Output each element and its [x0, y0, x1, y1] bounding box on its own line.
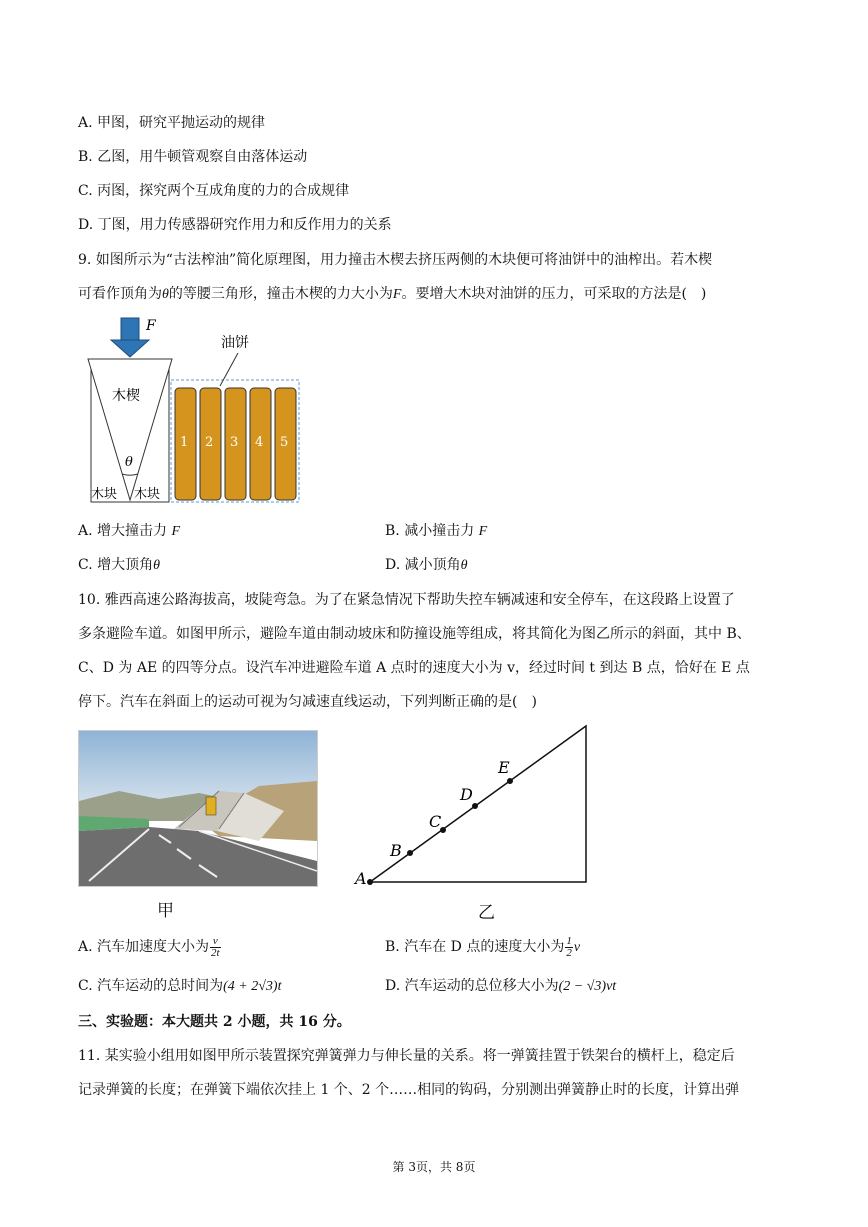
q9-option-b: B. 减小撞击力 F: [385, 523, 488, 539]
q9-option-d: D. 减小顶角θ: [385, 557, 468, 573]
block-right-label: 木块: [134, 487, 161, 502]
wedge-label: 木楔: [112, 388, 140, 404]
incline-diagram: [350, 720, 595, 890]
q10-option-d: D. 汽车运动的总位移大小为(2 − √3)vt: [385, 978, 617, 994]
q8-option-a: A. 甲图，研究平抛运动的规律: [78, 115, 266, 131]
q8-option-b: B. 乙图，用牛顿管观察自由落体运动: [78, 149, 308, 165]
point-d-label: D: [460, 785, 473, 804]
q10-stem-line2: 多条避险车道。如图甲所示，避险车道由制动坡床和防撞设施等组成，将其简化为图乙所示的斜面，其中 B、: [78, 626, 751, 642]
point-a-label: A: [355, 869, 367, 888]
escape-ramp-photo: [78, 730, 318, 887]
q9-oil-press-figure: [78, 314, 310, 510]
point-c-label: C: [429, 812, 442, 831]
oil-cake-label: 油饼: [221, 335, 249, 351]
q10-option-b: B. 汽车在 D 点的速度大小为 $\frac{1}{2}$ v: [385, 934, 581, 959]
section-3-heading: 三、实验题：本大题共 2 小题，共 16 分。: [78, 1014, 351, 1030]
q8-option-d: D. 丁图，用力传感器研究作用力和反作用力的关系: [78, 217, 392, 233]
q9-option-c: C. 增大顶角θ: [78, 557, 161, 573]
cake-5-label: 5: [280, 435, 289, 450]
q9-stem-line1: 9. 如图所示为“古法榨油”简化原理图，用力撞击木楔去挤压两侧的木块便可将油饼中的油榨出。若木楔: [78, 252, 713, 268]
q9-stem-line2: 可看作顶角为θ的等腰三角形，撞击木楔的力大小为F。要增大木块对油饼的压力，可采取的方法是( ): [78, 286, 707, 302]
q10-option-c: C. 汽车运动的总时间为(4 + 2√3)t: [78, 978, 282, 994]
q10-stem-line1: 10. 雅西高速公路海拔高，坡陡弯急。为了在紧急情况下帮助失控车辆减速和安全停车，在这段路上设置了: [78, 592, 735, 608]
fig-a-caption: 甲: [157, 901, 174, 921]
oil-cakes: [175, 388, 296, 500]
fig-b-caption: 乙: [478, 903, 495, 923]
block-left-label: 木块: [91, 487, 118, 502]
q9-option-a: A. 增大撞击力 F: [78, 523, 181, 539]
point-e-label: E: [498, 758, 510, 777]
cake-3-label: 3: [230, 435, 239, 450]
q10-stem-line3: C、D 为 AE 的四等分点。设汽车冲进避险车道 A 点时的速度大小为 v，经过时间 t 到达 B 点，恰好在 E 点: [78, 660, 750, 676]
force-label: F: [146, 318, 156, 334]
force-arrow-icon: [111, 318, 149, 357]
q8-option-c: C. 丙图，探究两个互成角度的力的合成规律: [78, 183, 350, 199]
page-footer: 第 3页，共 8页: [392, 1160, 476, 1174]
q11-stem-line1: 11. 某实验小组用如图甲所示装置探究弹簧弹力与伸长量的关系。将一弹簧挂置于铁架台的横杆上，稳定后: [78, 1048, 735, 1064]
cake-4-label: 4: [255, 435, 264, 450]
q10-stem-line4: 停下。汽车在斜面上的运动可视为匀减速直线运动，下列判断正确的是( ): [78, 694, 537, 710]
point-b-label: B: [390, 841, 402, 860]
angle-label: θ: [125, 455, 133, 470]
q10-option-a: A. 汽车加速度大小为 $\frac{v}{2t}$: [78, 934, 220, 959]
wedge-shape: [88, 359, 172, 500]
q11-stem-line2: 记录弹簧的长度；在弹簧下端依次挂上 1 个、2 个……相同的钩码，分别测出弹簧静止时的长度，计算出弹: [78, 1082, 740, 1098]
cake-2-label: 2: [205, 435, 214, 450]
cake-1-label: 1: [180, 435, 189, 450]
